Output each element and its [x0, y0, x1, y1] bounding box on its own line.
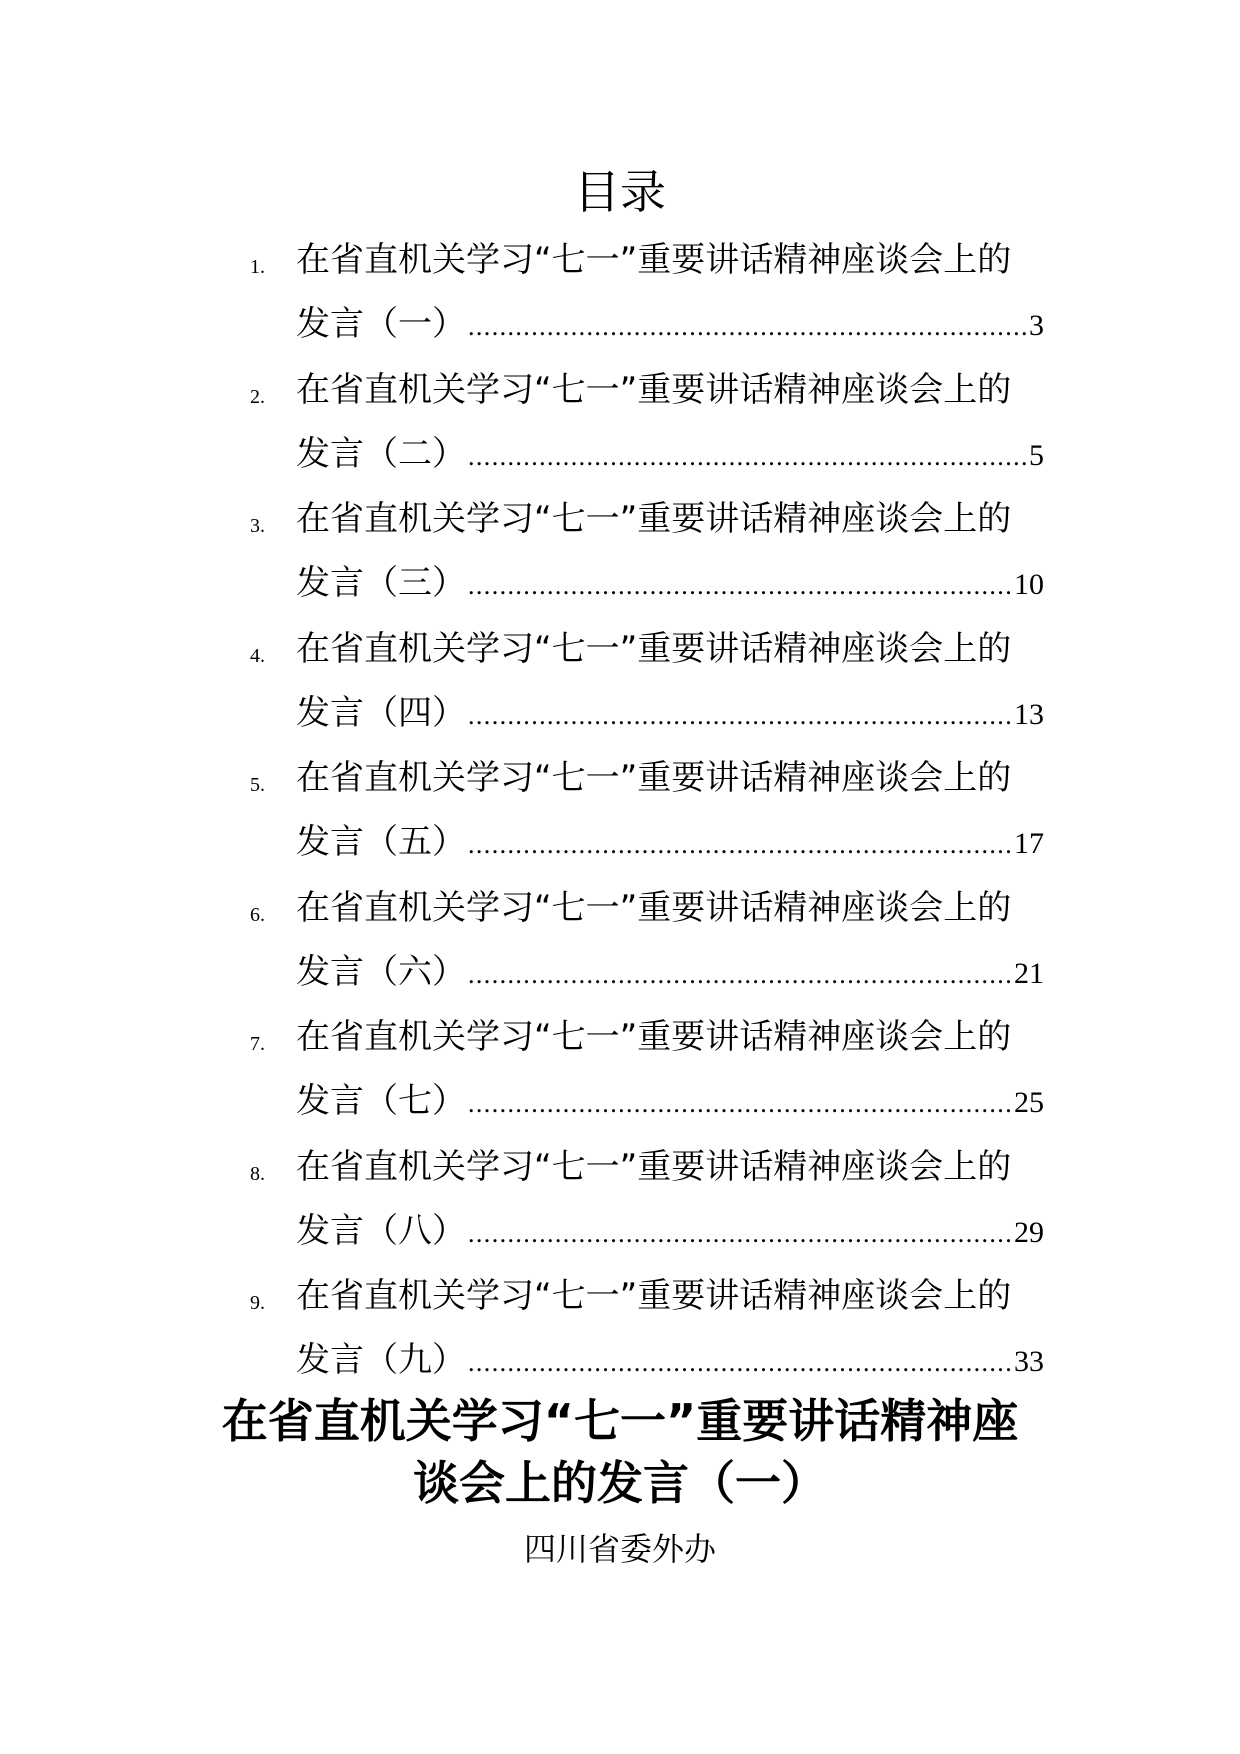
toc-entry-title: 在省直机关学习“七一”重要讲话精神座谈会上的 — [296, 1276, 1012, 1316]
toc-entry-2[interactable] — [0, 360, 1240, 490]
toc-entry-number: 1. — [250, 256, 265, 278]
toc-entry-number: 3. — [250, 515, 265, 537]
toc-page-number: 13 — [1014, 697, 1044, 731]
toc-entry-number: 9. — [250, 1292, 265, 1314]
toc-entry-title-continuation — [296, 818, 1044, 869]
toc-entry-6[interactable] — [0, 878, 1240, 1008]
toc-entry-3[interactable] — [0, 489, 1240, 619]
toc-entry-title-end: 发言（七） — [296, 1081, 466, 1121]
toc-entry-8[interactable] — [0, 1137, 1240, 1267]
toc-entry-number: 7. — [250, 1033, 265, 1055]
table-of-contents — [0, 230, 1240, 1396]
toc-entry-title-continuation — [296, 430, 1044, 481]
document-title-line-1: 在省直机关学习“七一”重要讲话精神座 — [221, 1394, 1019, 1448]
toc-dot-leader — [468, 951, 1012, 999]
toc-dot-leader — [468, 562, 1012, 610]
toc-page-number: 33 — [1014, 1345, 1044, 1378]
toc-entry-title-end: 发言（九） — [296, 1340, 466, 1380]
toc-entry-title-continuation — [296, 300, 1044, 351]
toc-entry-title-end: 发言（四） — [296, 692, 466, 733]
toc-dot-leader — [468, 821, 1012, 869]
toc-dot-leader — [468, 1210, 1012, 1258]
toc-entry-title-continuation — [296, 689, 1044, 740]
toc-entry-title: 在省直机关学习“七一”重要讲话精神座谈会上的 — [296, 628, 1012, 669]
toc-entry-number: 5. — [250, 774, 265, 796]
toc-page-number: 3 — [1029, 309, 1044, 342]
toc-entry-number: 6. — [250, 903, 265, 926]
toc-entry-title-continuation — [296, 1077, 1044, 1128]
toc-dot-leader — [468, 1339, 1012, 1387]
toc-entry-title-end: 发言（二） — [296, 433, 466, 474]
toc-entry-title-end: 发言（八） — [296, 1210, 466, 1251]
toc-entry-title-continuation — [296, 1336, 1044, 1387]
toc-entry-number: 8. — [250, 1162, 265, 1185]
toc-page-number: 21 — [1014, 956, 1044, 990]
toc-entry-title-continuation — [296, 559, 1044, 610]
document-title — [0, 1390, 1240, 1514]
toc-heading: 目录 — [574, 165, 666, 219]
toc-entry-title-end: 发言（五） — [296, 822, 466, 862]
toc-entry-title-end: 发言（一） — [296, 304, 466, 344]
toc-entry-number: 2. — [250, 385, 265, 408]
toc-page-number: 10 — [1014, 568, 1044, 601]
toc-dot-leader — [468, 303, 1027, 351]
toc-page-number: 17 — [1014, 827, 1044, 860]
toc-entry-title-continuation — [296, 948, 1044, 999]
toc-entry-title: 在省直机关学习“七一”重要讲话精神座谈会上的 — [296, 887, 1012, 928]
toc-entry-title: 在省直机关学习“七一”重要讲话精神座谈会上的 — [296, 499, 1012, 539]
document-author: 四川省委外办 — [523, 1530, 716, 1568]
document-title-line-2: 谈会上的发言（一） — [413, 1456, 827, 1510]
toc-dot-leader — [468, 692, 1012, 740]
toc-entry-4[interactable] — [0, 619, 1240, 749]
toc-entry-title-continuation — [296, 1207, 1044, 1258]
toc-entry-1[interactable] — [0, 230, 1240, 360]
toc-entry-number: 4. — [250, 644, 265, 667]
toc-entry-title: 在省直机关学习“七一”重要讲话精神座谈会上的 — [296, 1017, 1012, 1057]
toc-entry-9[interactable] — [0, 1266, 1240, 1396]
toc-entry-title: 在省直机关学习“七一”重要讲话精神座谈会上的 — [296, 240, 1012, 280]
toc-entry-title: 在省直机关学习“七一”重要讲话精神座谈会上的 — [296, 758, 1012, 798]
toc-dot-leader — [468, 1080, 1012, 1128]
toc-page-number: 29 — [1014, 1215, 1044, 1249]
toc-entry-title: 在省直机关学习“七一”重要讲话精神座谈会上的 — [296, 369, 1012, 410]
toc-dot-leader — [468, 433, 1027, 481]
toc-entry-7[interactable] — [0, 1007, 1240, 1137]
toc-page-number: 5 — [1029, 438, 1044, 472]
toc-page-number: 25 — [1014, 1086, 1044, 1119]
toc-entry-5[interactable] — [0, 748, 1240, 878]
toc-entry-title-end: 发言（三） — [296, 563, 466, 603]
toc-entry-title: 在省直机关学习“七一”重要讲话精神座谈会上的 — [296, 1146, 1012, 1187]
toc-entry-title-end: 发言（六） — [296, 951, 466, 992]
